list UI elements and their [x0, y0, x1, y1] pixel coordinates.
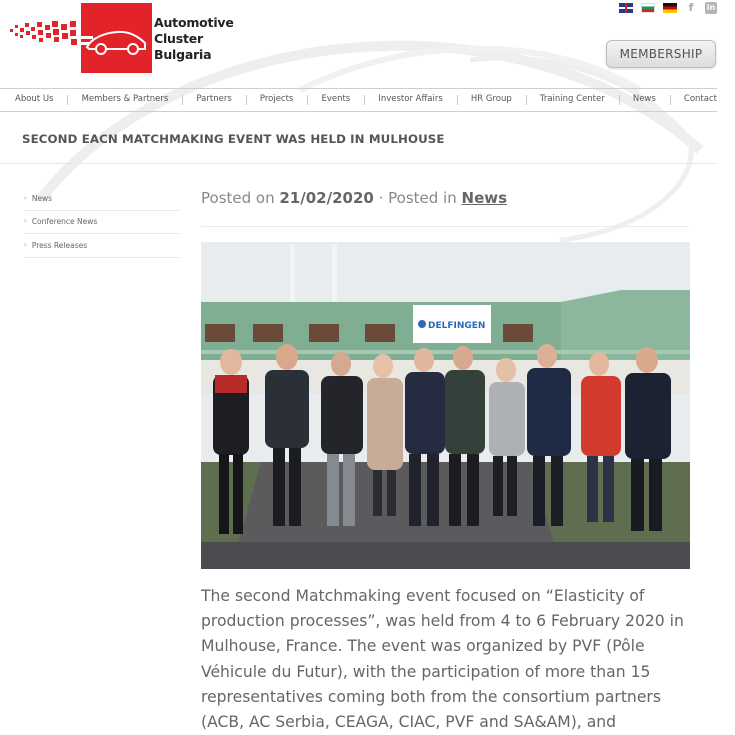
bullet-icon: › [24, 217, 27, 226]
german-flag-icon[interactable] [663, 3, 677, 13]
logo-dots-graphic [8, 15, 88, 55]
car-icon [81, 3, 152, 73]
linkedin-icon[interactable]: in [706, 3, 716, 12]
sidebar-item-label: Press Releases [31, 240, 88, 250]
nav-investor-affairs[interactable]: Investor Affairs [378, 94, 443, 104]
site-logo[interactable] [8, 3, 234, 73]
post-date: 21/02/2020 [279, 189, 374, 207]
logo-red-box [81, 3, 152, 73]
bulgarian-flag-icon[interactable] [641, 3, 655, 13]
english-flag-icon[interactable] [619, 3, 633, 13]
nav-training-center[interactable]: Training Center [539, 94, 605, 104]
posted-in-label: · Posted in [378, 189, 457, 207]
event-group-photo [201, 242, 690, 569]
membership-button[interactable]: MEMBERSHIP [606, 40, 716, 68]
main-nav [0, 88, 717, 112]
nav-members-partners[interactable]: Members & Partners [81, 94, 169, 104]
nav-projects[interactable]: Projects [259, 94, 294, 104]
sidebar-item-label: News [31, 193, 53, 203]
bullet-icon: › [24, 240, 27, 249]
title-divider [0, 163, 717, 164]
language-switcher [619, 2, 717, 14]
nav-contact[interactable]: Contact [683, 94, 717, 104]
post-meta [201, 189, 507, 207]
posted-on-label: Posted on [201, 189, 275, 207]
nav-hr-group[interactable]: HR Group [470, 94, 512, 104]
post-category-link[interactable]: News [461, 189, 508, 207]
site-header [0, 0, 735, 88]
nav-about-us[interactable]: About Us [15, 94, 54, 104]
nav-events[interactable]: Events [321, 94, 351, 104]
nav-news[interactable]: News [632, 94, 656, 104]
sidebar-item-label: Conference News [31, 217, 98, 227]
bullet-icon: › [24, 193, 27, 202]
delfingen-sign-text: DELFINGEN [428, 321, 486, 331]
article-paragraph: The second Matchmaking event focused on “Elasticity of production processes”, was held from 4 to 6 February 2020 in Mulhouse, France. The event was organized by PVF (Pôle Véhicule du Futur), with the participation of more than 15 representatives coming both from the consortium partners (ACB, AC Serbia, CEAGA, CIAC, PVF and SA&AM), and [201, 587, 684, 732]
sidebar-item-conference-news[interactable] [24, 211, 180, 235]
logo-text [154, 15, 234, 63]
sidebar-item-news[interactable] [24, 187, 180, 211]
logo-line-2: Cluster [154, 31, 204, 46]
logo-line-1: Automotive [154, 15, 234, 30]
facebook-icon[interactable]: f [688, 1, 694, 14]
nav-partners[interactable]: Partners [196, 94, 232, 104]
sidebar [24, 187, 180, 258]
content-divider [201, 226, 689, 227]
logo-line-3: Bulgaria [154, 47, 212, 62]
event-photo-illustration [201, 242, 690, 569]
page-title: SECOND EACN MATCHMAKING EVENT WAS HELD IN MULHOUSE [22, 132, 445, 146]
sidebar-item-press-releases[interactable] [24, 234, 180, 258]
